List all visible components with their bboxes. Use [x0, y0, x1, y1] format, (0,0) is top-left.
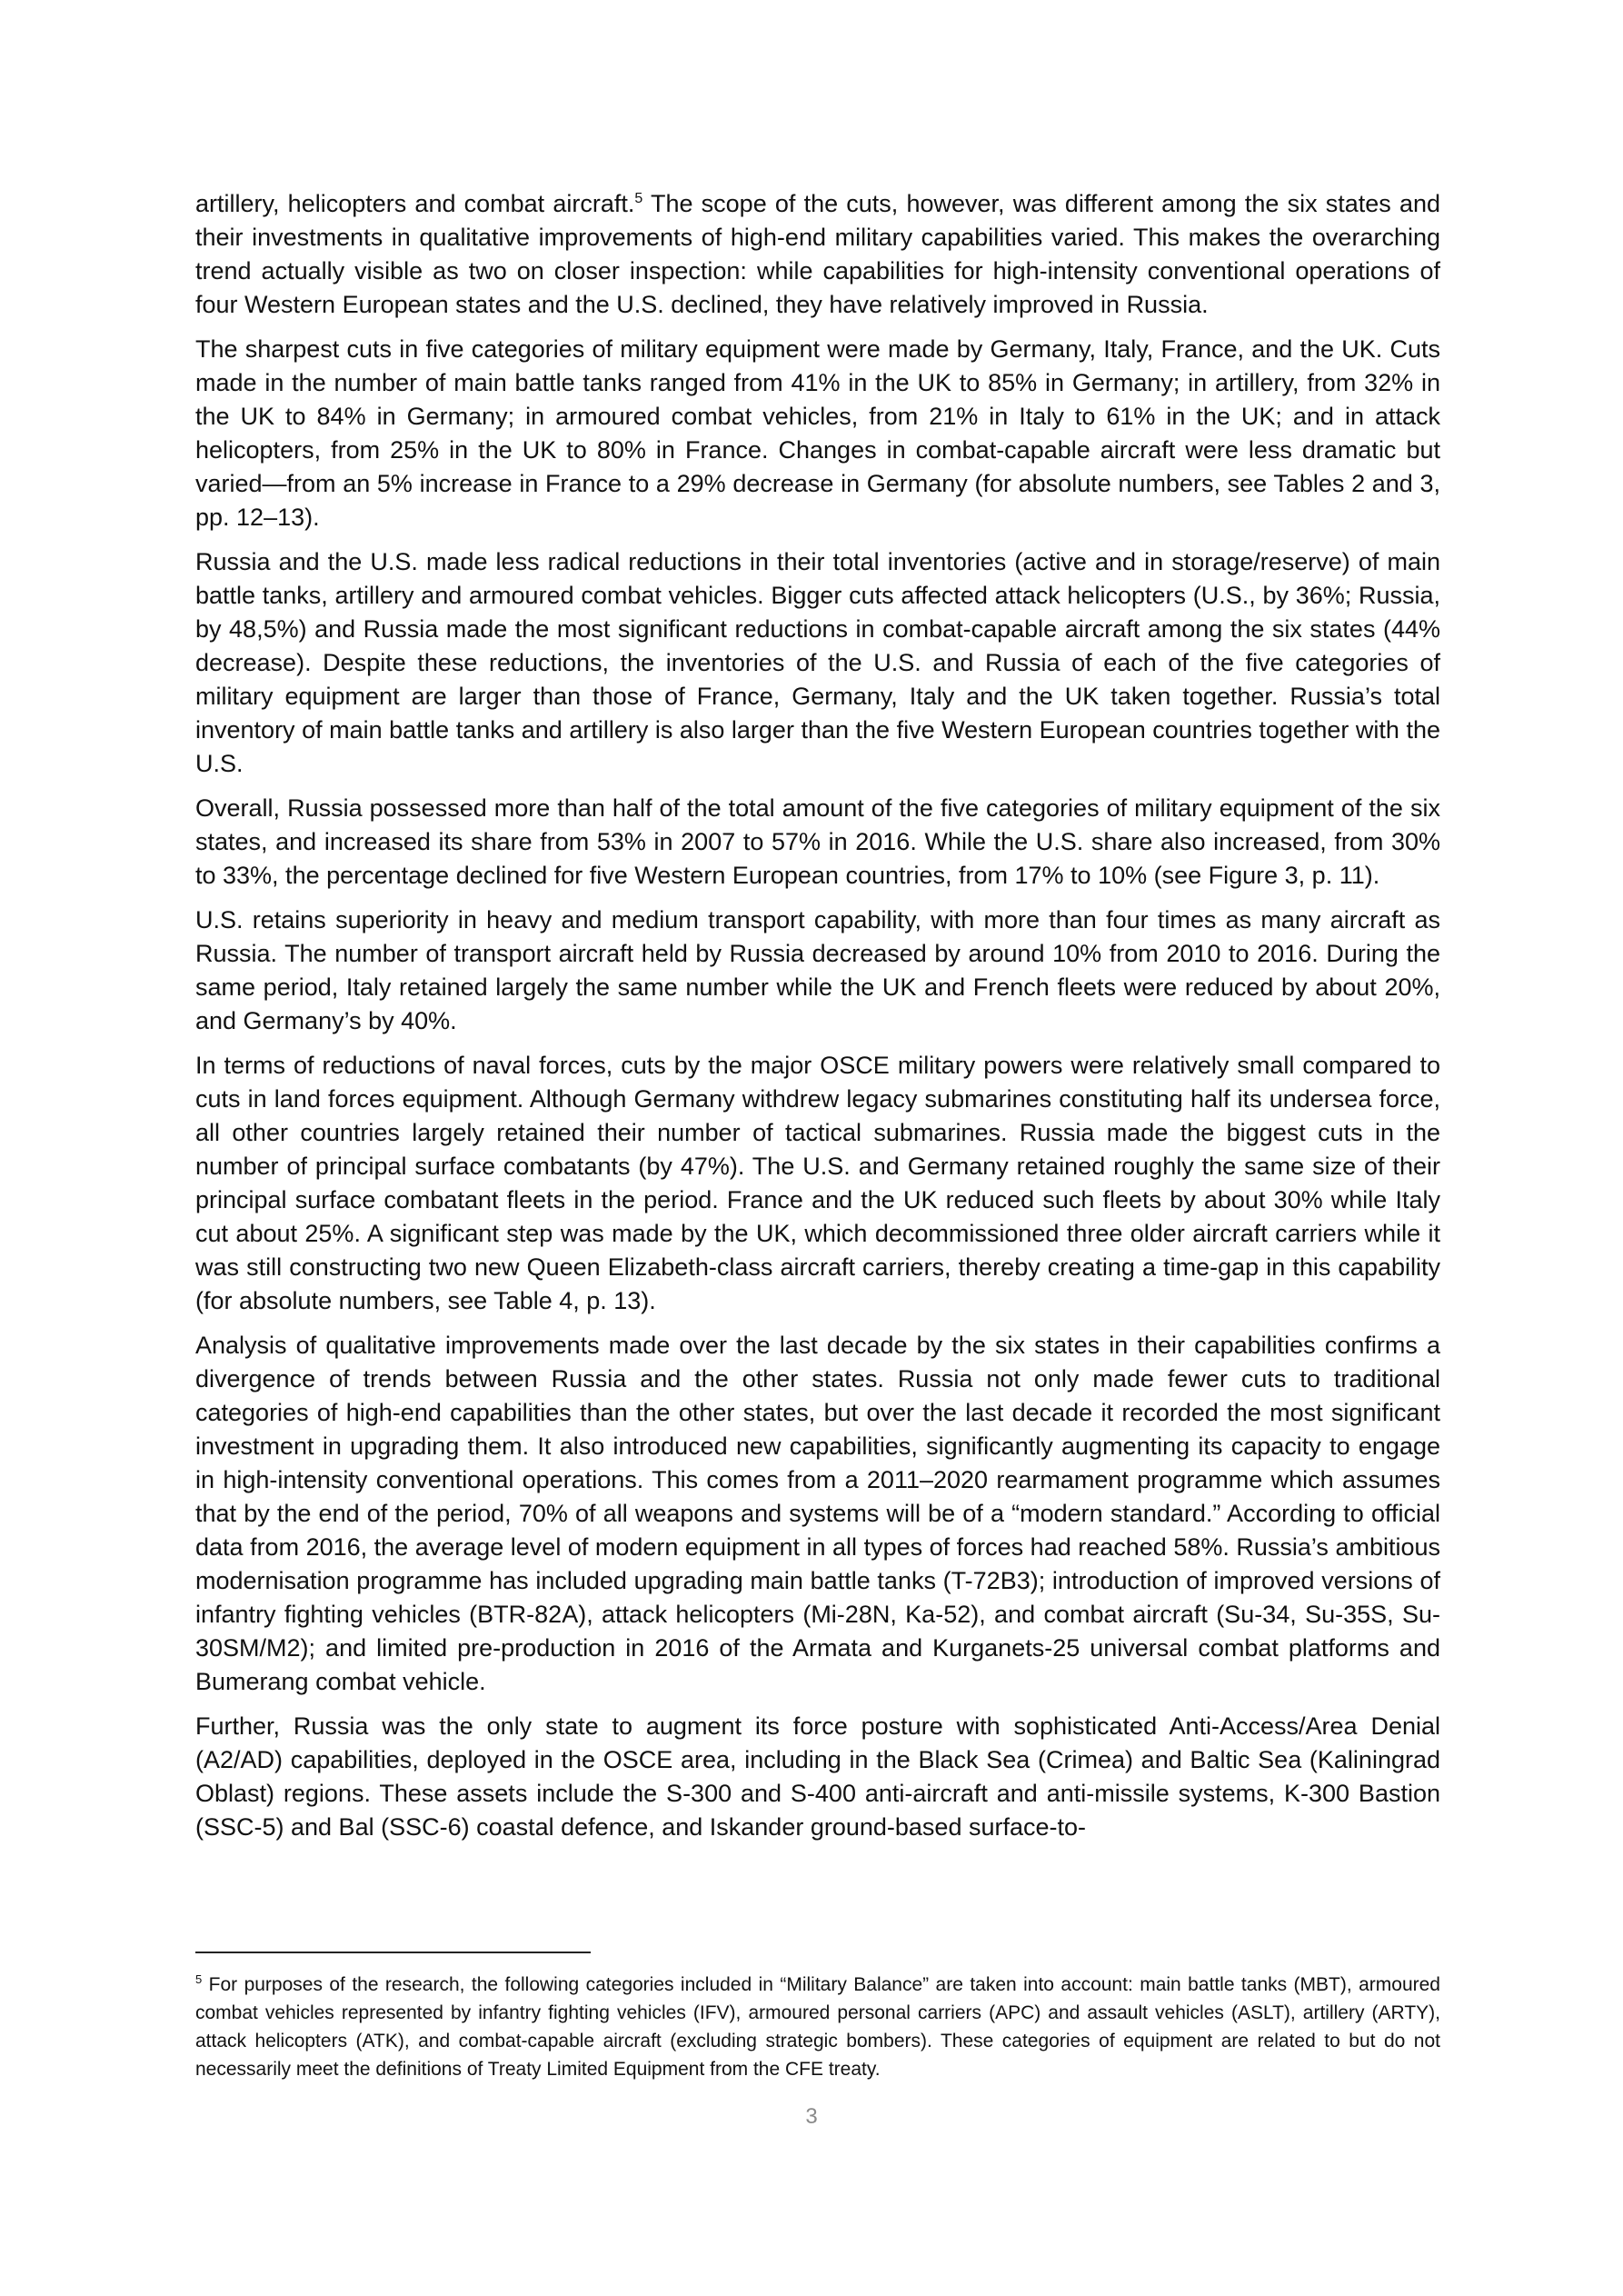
paragraph-1-text-end: The scope of the cuts, however, was different among the six states and their investments in qualitative improvements of high-end military capabilities varied. This makes the overarching trend actually visible as two on closer inspection: while capabilities for high-intensity conventional operations of four Western European states and the U.S. declined, they have relatively improved in Russia.	[195, 190, 1440, 318]
paragraph-4: Overall, Russia possessed more than half of the total amount of the five categories of military equipment of the six states, and increased its share from 53% in 2007 to 57% in 2016. While the U.S. share also increased, from 30% to 33%, the percentage declined for five Western European countries, from 17% to 10% (see Figure 3, p. 11).	[195, 794, 1440, 889]
footnote-separator	[195, 1952, 591, 1953]
paragraph-1	[195, 187, 1440, 322]
paragraph-8: Further, Russia was the only state to augment its force posture with sophisticated Anti-Access/Area Denial (A2/AD) capabilities, deployed in the OSCE area, including in the Black Sea (Crimea) and Baltic Sea (Kaliningrad Oblast) regions. These assets include the S-300 and S-400 anti-aircraft and anti-missile systems, K-300 Bastion (SSC-5) and Bal (SSC-6) coastal defence, and Iskander ground-based surface-to-	[195, 1712, 1440, 1841]
body-text	[195, 187, 1440, 1855]
page-number: 3	[805, 2104, 818, 2129]
footnote-reference[interactable]: 5	[634, 191, 643, 206]
paragraph-5: U.S. retains superiority in heavy and medium transport capability, with more than four times as many aircraft as Russia. The number of transport aircraft held by Russia decreased by around 10% from 2010 to 2016. During the same period, Italy retained largely the same number while the UK and French fleets were reduced by about 20%, and Germany’s by 40%.	[195, 906, 1440, 1034]
paragraph-2: The sharpest cuts in five categories of military equipment were made by Germany, Italy, France, and the UK. Cuts made in the number of main battle tanks ranged from 41% in the UK to 85% in Germany; in artillery, from 32% in the UK to 84% in Germany; in armoured combat vehicles, from 21% in Italy to 61% in the UK; and in attack helicopters, from 25% in the UK to 80% in France. Changes in combat-capable aircraft were less dramatic but varied—from an 5% increase in France to a 29% decrease in Germany (for absolute numbers, see Tables 2 and 3, pp. 12–13).	[195, 335, 1440, 531]
paragraph-6: In terms of reductions of naval forces, cuts by the major OSCE military powers were relatively small compared to cuts in land forces equipment. Although Germany withdrew legacy submarines constituting half its undersea force, all other countries largely retained their number of tactical submarines. Russia made the biggest cuts in the number of principal surface combatants (by 47%). The U.S. and Germany retained roughly the same size of their principal surface combatant fleets in the period. France and the UK reduced such fleets by about 30% while Italy cut about 25%. A significant step was made by the UK, which decommissioned three older aircraft carriers while it was still constructing two new Queen Elizabeth-class aircraft carriers, thereby creating a time-gap in this capability (for absolute numbers, see Table 4, p. 13).	[195, 1052, 1440, 1314]
paragraph-3: Russia and the U.S. made less radical reductions in their total inventories (active and in storage/reserve) of main battle tanks, artillery and armoured combat vehicles. Bigger cuts affected attack helicopters (U.S., by 36%; Russia, by 48,5%) and Russia made the most significant reductions in combat-capable aircraft among the six states (44% decrease). Despite these reductions, the inventories of the U.S. and Russia of each of the five categories of military equipment are larger than those of France, Germany, Italy and the UK taken together. Russia’s total inventory of main battle tanks and artillery is also larger than the five Western European countries together with the U.S.	[195, 548, 1440, 777]
footnote-text: For purposes of the research, the following categories included in “Military Balance” are taken into account: main battle tanks (MBT), armoured combat vehicles represented by infantry fighting vehicles (IFV), armoured personal carriers (APC) and assault vehicles (ASLT), artillery (ARTY), attack helicopters (ATK), and combat-capable aircraft (excluding strategic bombers). These categories of equipment are related to but do not necessarily meet the definitions of Treaty Limited Equipment from the CFE treaty.	[195, 1974, 1440, 2080]
footnote-marker: 5	[195, 1972, 203, 1986]
footnote	[195, 1971, 1440, 2083]
paragraph-7: Analysis of qualitative improvements made over the last decade by the six states in their capabilities confirms a divergence of trends between Russia and the other states. Russia not only made fewer cuts to traditional categories of high-end capabilities than the other states, but over the last decade it recorded the most significant investment in upgrading them. It also introduced new capabilities, significantly augmenting its capacity to engage in high-intensity conventional operations. This comes from a 2011–2020 rearmament programme which assumes that by the end of the period, 70% of all weapons and systems will be of a “modern standard.” According to official data from 2016, the average level of modern equipment in all types of forces had reached 58%. Russia’s ambitious modernisation programme has included upgrading main battle tanks (T-72B3); introduction of improved versions of infantry fighting vehicles (BTR-82A), attack helicopters (Mi-28N, Ka-52), and combat aircraft (Su-34, Su-35S, Su-30SM/M2); and limited pre-production in 2016 of the Armata and Kurganets-25 universal combat platforms and Bumerang combat vehicle.	[195, 1332, 1440, 1695]
paragraph-1-text-start: artillery, helicopters and combat aircraft.	[195, 190, 635, 217]
